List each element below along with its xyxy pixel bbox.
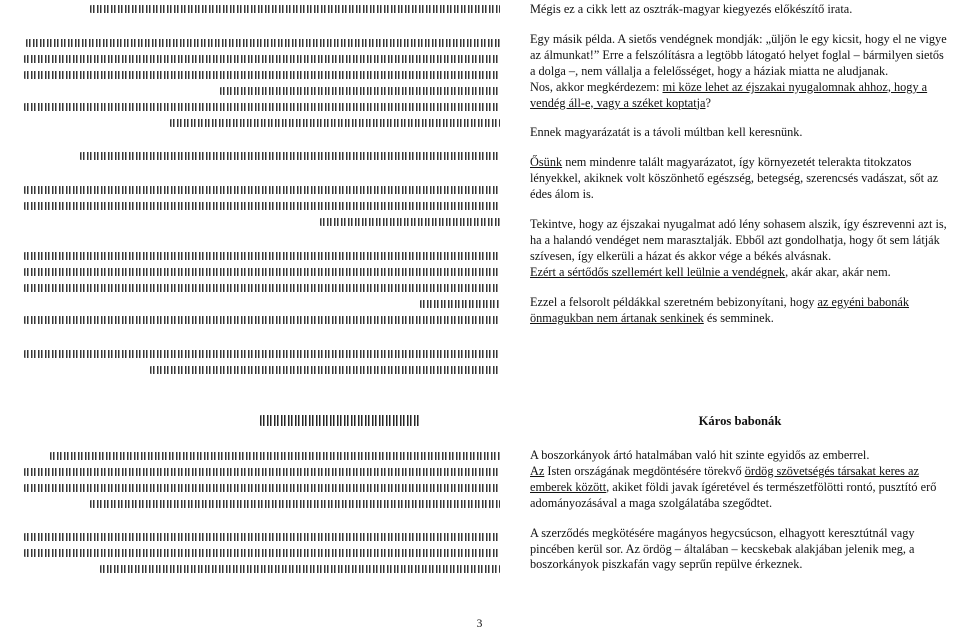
article-column-lower — [530, 448, 950, 587]
article-column-upper — [530, 2, 950, 341]
paragraph: Mégis ez a cikk lett az osztrák-magyar kiegyezés előkészítő irata. — [530, 2, 853, 16]
paragraph: Ezért a sértődős szellemért kell leülnie a vendégnek, akár akar, akár nem. — [530, 264, 891, 279]
rovas-line — [24, 55, 500, 63]
rovas-line — [24, 202, 500, 210]
paragraph: Tekintve, hogy az éjszakai nyugalmat adó lény sohasem alszik, így észrevenni azt is, ha a halandó vendéget nem marasztalják. Ebből azt gondolhatja, hogy őt sem látják szívesen, így elkerüli a házat és akkor vége a békés alvásnak. — [530, 217, 947, 263]
rovas-line — [220, 87, 500, 95]
rovas-line — [24, 186, 500, 194]
rovas-line — [24, 549, 500, 557]
rovas-line — [100, 565, 500, 573]
underlined-phrase: ördög szövetségés társakat keres az emberek között — [530, 463, 919, 494]
rovas-line — [150, 366, 500, 374]
underlined-question: mi köze lehet az éjszakai nyugalomnak ahhoz, hogy a vendég áll-e, vagy a széket koptatja — [530, 79, 928, 110]
rovas-line — [24, 103, 500, 111]
paragraph: Ősünk nem mindenre talált magyarázatot, így környezetét telerakta titokzatos lényekkel, akiknek volt köszönhető egészség, betegség, szerencsés vadászat, sőt az édes álom is. — [530, 155, 939, 202]
paragraph: Ennek magyarázatát is a távoli múltban kell keresnünk. — [530, 125, 803, 140]
rovas-line — [80, 152, 500, 160]
rovas-line — [24, 533, 500, 541]
rovas-line — [24, 268, 500, 276]
rovas-line — [320, 218, 500, 226]
rovas-line — [24, 316, 500, 324]
underlined-word: Ősünk — [530, 155, 563, 170]
underlined-word: Az — [530, 463, 545, 478]
rovas-line — [24, 350, 500, 358]
rovas-line — [24, 252, 500, 260]
rovas-line — [170, 119, 500, 127]
paragraph: Az Isten országának megdöntésére törekvő ördög szövetségés társakat keres az emberek között, akiket földi javak ígéretével és természetfölötti rontó, pusztító erő adományozásával a maga szolgálatába szegődtet. — [530, 463, 937, 510]
underlined-phrase: Ezért a sértődős szellemért kell leülnie a vendégnek — [530, 264, 786, 279]
rovas-line — [24, 468, 500, 476]
underlined-phrase: az egyéni babonák önmagukban nem ártanak senkinek — [530, 294, 910, 325]
rovas-section-title — [260, 415, 420, 426]
rovas-line — [24, 484, 500, 492]
rovas-line — [90, 5, 500, 13]
paragraph: A szerződés megkötésére magányos hegycsúcson, elhagyott keresztútnál vagy pincében kerül sor. Az ördög – általában – kecskebak alakjában jelenik meg, a boszorkányok piszkafán vagy seprűn repülve érkeznek. — [530, 525, 915, 572]
rovas-line — [90, 500, 500, 508]
rovas-line — [420, 300, 500, 308]
section-title: Káros babonák — [698, 414, 782, 428]
paragraph: Egy másik példa. A sietős vendégnek mondják: „üljön le egy kicsit, hogy el ne vigye az álmunkat!” Erre a felszólításra a legtöbb látogató helyet foglal – bármilyen sietős a dolga –, nem vállalja a felelősséget, hogy a háziak miatta ne aludjanak. — [530, 31, 947, 78]
paragraph: A boszorkányok ártó hatalmában való hit szinte egyidős az emberrel. — [530, 448, 870, 462]
rovas-line — [26, 39, 500, 47]
rovas-line — [24, 284, 500, 292]
paragraph: Nos, akkor megkérdezem: mi köze lehet az éjszakai nyugalomnak ahhoz, hogy a vendég áll-e, vagy a széket koptatja? — [530, 79, 928, 110]
rovas-line — [50, 452, 500, 460]
rovas-line — [24, 71, 500, 79]
paragraph: Ezzel a felsorolt példákkal szeretném bebizonyítani, hogy az egyéni babonák önmagukban nem ártanak senkinek és semminek. — [530, 294, 910, 325]
page-number: 3 — [476, 618, 483, 630]
